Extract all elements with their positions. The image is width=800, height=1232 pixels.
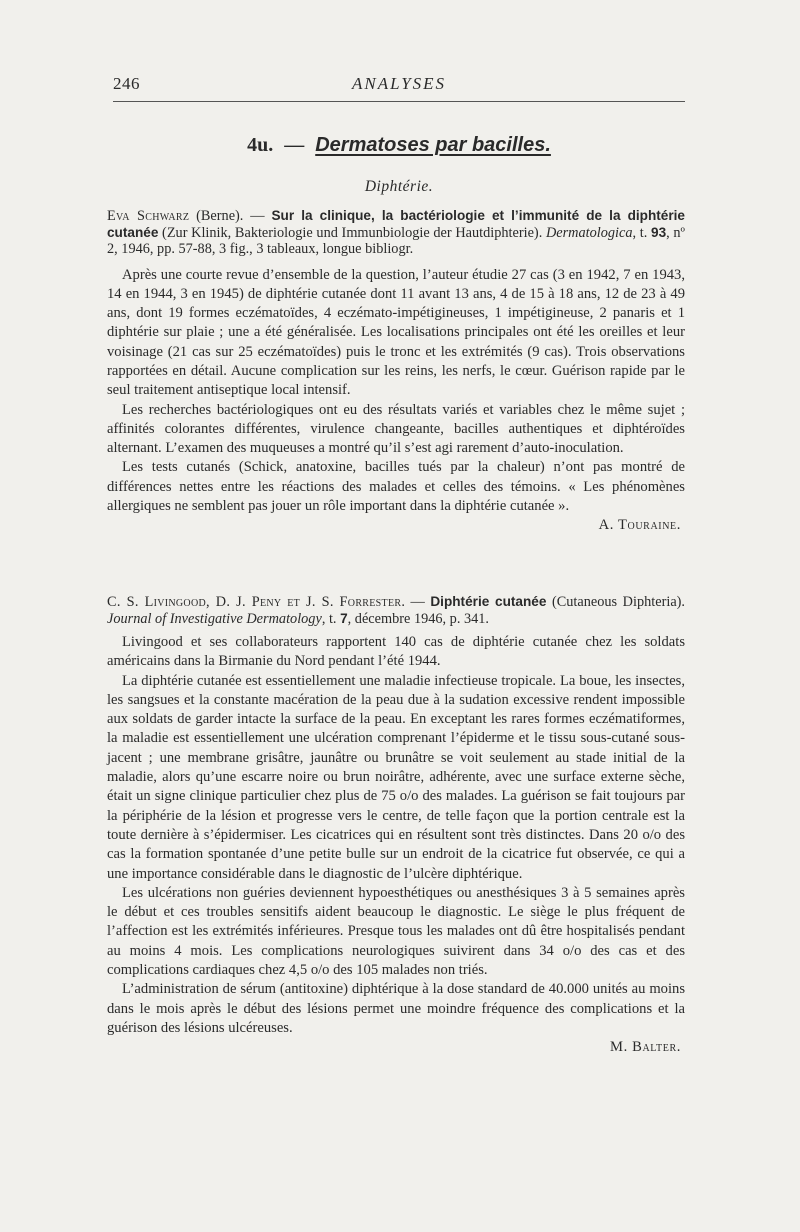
article-title: Diphtérie cutanée bbox=[430, 594, 547, 609]
paragraph: Livingood et ses collaborateurs rapportent 140 cas de diphtérie cutanée chez les soldats américains dans la Birmanie du Nord pendant l’été 1944. bbox=[107, 634, 685, 670]
article-original-title: (Zur Klinik, Bakteriologie und Immunbiologie der Hautdiphterie). bbox=[158, 224, 546, 241]
section-title bbox=[113, 130, 685, 160]
signature bbox=[107, 1038, 685, 1057]
journal-name: Journal of Investigative Dermatology bbox=[107, 610, 322, 627]
volume-prefix: , t. bbox=[632, 224, 652, 241]
page-number: 246 bbox=[113, 74, 140, 93]
paragraph: Les tests cutanés (Schick, anatoxine, bacilles tués par la chaleur) n’ont pas montré de différences nettes entre les réactions des malades et celles des témoins. « Les phénomènes allergiques ne semblent pas jouer un rôle important dans la diphtérie cutanée ». bbox=[107, 459, 685, 515]
article-place: (Berne). — bbox=[189, 208, 272, 224]
article-title: Sur la clinique, la bactériologie et l’immunité de la diphtérie cutanée bbox=[107, 208, 685, 240]
section-dash: — bbox=[284, 134, 305, 156]
article-place: . — bbox=[401, 594, 431, 610]
article-1 bbox=[107, 208, 685, 535]
paragraph: Après une courte revue d’ensemble de la question, l’auteur étudie 27 cas (3 en 1942, 7 en 1943, 14 en 1944, 3 en 1945) de diphtérie cutanée dont 11 avant 13 ans, 4 de 15 à 18 ans, 12 de 23 à 49 ans, dont 19 formes eczématoïdes, 4 eczémato-impétigineuses, 1 impétigineuse, 2 panaris et 1 diphtérie sur plaie ; une a été généralisée. Les localisations principales ont été les oreilles et leur voisinage (21 cas sur 25 eczématoïdes) puis le tronc et les extrémités (9 cas). Trois observations rapportées en détail. Aucune complication sur les reins, les nerfs, le cœur. Guérison rapide par le seul traitement antiseptique local intensif. bbox=[107, 266, 685, 399]
journal-details: , nº 2, 1946, pp. 57-88, 3 fig., 3 tableaux, longue bibliogr. bbox=[107, 224, 685, 257]
volume-prefix: , t. bbox=[321, 610, 341, 627]
signature-name: A. Touraine. bbox=[598, 517, 681, 534]
paragraph: Les recherches bactériologiques ont eu des résultats variés et variables chez le même sujet ; affinités colorantes différentes, virulence changeante, bacilles authentiques et diphtéroïdes alternant. L’examen des muqueuses a montré qu’il s’est agi rarement d’auto-inoculation. bbox=[107, 401, 685, 457]
running-head: ANALYSES bbox=[351, 74, 447, 93]
article-authors: Eva Schwarz bbox=[107, 208, 190, 224]
paragraph: L’administration de sérum (antitoxine) diphtérique à la dose standard de 40.000 unités au moins dans le mois après le début des lésions permet une moindre fréquence des complications et la guérison des lésions ulcéreuses. bbox=[107, 981, 685, 1036]
subsection-title: Diphtérie. bbox=[364, 178, 434, 195]
paragraph: Les ulcérations non guéries deviennent hypoesthétiques ou anesthésiques 3 à 5 semaines après le début et ces troubles sensitifs aident beaucoup le diagnostic. Le siège le plus fréquent de l’affection est les extrémités inférieures. Presque tous les malades ont dû être hospitalisés pendant au moins 4 mois. Les complications neurologiques suivirent dans 34 o/o des cas et des complications cardiaques chez 4,5 o/o des 105 malades non triés. bbox=[107, 884, 685, 979]
section-number: 4u. bbox=[247, 134, 274, 156]
article-authors: C. S. Livingood, D. J. Peny et J. S. Forrester bbox=[107, 594, 402, 610]
journal-volume: 7 bbox=[340, 610, 348, 626]
header-rule bbox=[113, 101, 685, 102]
signature bbox=[107, 516, 685, 535]
article-2 bbox=[107, 594, 685, 1057]
paragraph: La diphtérie cutanée est essentiellement une maladie infectieuse tropicale. La boue, les insectes, les sangsues et la constante macération de la peau due à la sudation excessive rendent impossible aux soldats de garder intacte la surface de la peau. En exceptant les rares formes eczématiformes, la maladie est essentiellement une ulcération comprenant l’épiderme et le tissu sous-cutané sous-jacent ; une membrane grisâtre, jaunâtre ou brunâtre se voit seulement au stade initial de la maladie, alors qu’une escarre noire ou brun noirâtre, adhérente, avec une surface externe sèche, était un signe clinique particulier chez plus de 75 o/o des malades. La guérison se fait toujours par la périphérie de la lésion et progresse vers le centre, de telle façon que la portion centrale est la toute dernière à s’épidermiser. Les cicatrices qui en résultent sont très distinctes. Dans 20 o/o des cas la formation spontanée d’une petite bulle sur un endroit de la cicatrice fut observée, ce qui a une importance considérable dans le diagnostic de l’ulcère diphtérique. bbox=[107, 672, 685, 882]
signature-name: M. Balter. bbox=[610, 1039, 681, 1056]
journal-name: Dermatologica bbox=[545, 224, 633, 241]
journal-volume: 93 bbox=[651, 224, 667, 240]
article-reference bbox=[107, 208, 685, 258]
article-original-title: (Cutaneous Diphteria). bbox=[546, 594, 686, 610]
article-reference bbox=[107, 594, 685, 627]
section-title-text: Dermatoses par bacilles. bbox=[315, 134, 551, 156]
journal-details: , décembre 1946, p. 341. bbox=[347, 610, 489, 627]
page-header bbox=[113, 74, 685, 100]
